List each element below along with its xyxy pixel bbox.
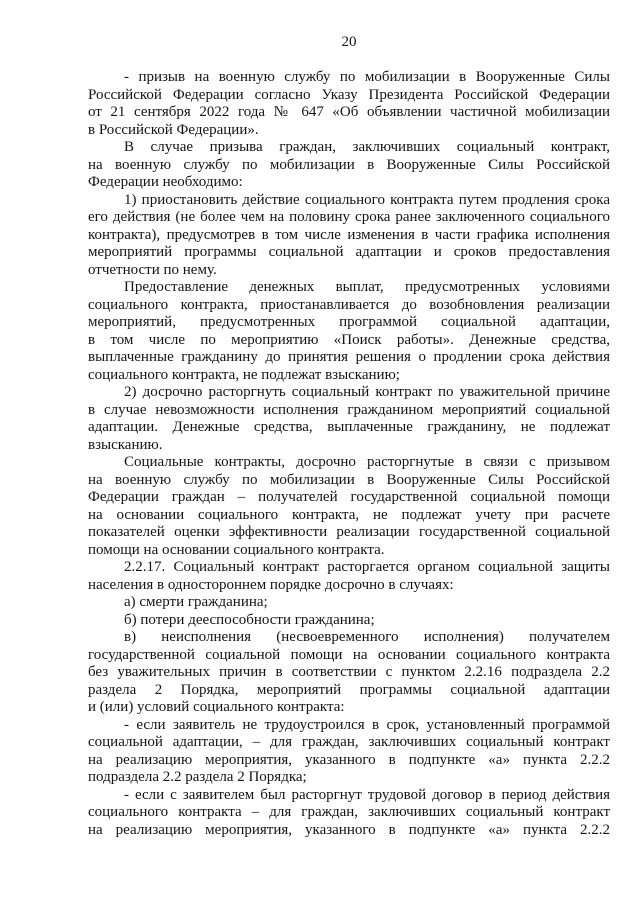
paragraph	[88, 717, 610, 787]
text-line: 2.2.17. Социальный контракт расторгается органом социальной защиты	[124, 559, 610, 575]
text-line: на основании социального контракта, не подлежат учету при расчете	[88, 506, 610, 523]
text-line: социального контракта, не подлежат взысканию;	[88, 366, 400, 383]
text-line: б) потери дееспособности гражданина;	[124, 611, 375, 628]
text-line: подраздела 2.2 раздела 2 Порядка;	[88, 769, 307, 785]
text-line: в Российской Федерации».	[88, 121, 259, 138]
text-line: Федерации необходимо:	[88, 174, 243, 190]
paragraph	[88, 454, 610, 559]
text-line: раздела 2 Порядка, мероприятий программы социальной адаптации	[88, 681, 610, 698]
paragraph	[88, 279, 610, 384]
paragraph	[88, 594, 610, 612]
text-line: помощи на основании социального контракта.	[88, 541, 385, 558]
text-line: социального контракта, приостанавливается до возобновления реализации	[88, 296, 610, 313]
text-line: а) смерти гражданина;	[124, 594, 268, 610]
text-line: в случае невозможности исполнения гражданином мероприятий социальной	[88, 401, 610, 418]
text-line: от 21 сентября 2022 года № 647 «Об объявлении частичной мобилизации	[88, 104, 610, 120]
text-line: Российской Федерации согласно Указу Президента Российской Федерации	[88, 86, 610, 103]
text-line: Социальные контракты, досрочно расторгнутые в связи с призывом	[124, 454, 610, 470]
text-line: населения в одностороннем порядке досрочно в случаях:	[88, 576, 454, 593]
text-line: 2) досрочно расторгнуть социальный контракт по уважительной причине	[124, 384, 610, 400]
text-line: государственной социальной помощи на основании социального контракта	[88, 646, 610, 663]
paragraph	[88, 192, 610, 280]
text-line: социального контракта – для граждан, заключивших социальный контракт	[88, 804, 610, 820]
page-number: 20	[341, 34, 357, 50]
text-line: показателей оценки эффективности реализации государственной социальной	[88, 524, 610, 540]
text-line: - если заявитель не трудоустроился в срок, установленный программой	[124, 716, 610, 733]
text-line: мероприятий, предусмотренных программой социальной адаптации,	[88, 314, 610, 330]
text-line: и (или) условий социального контракта:	[88, 699, 345, 715]
text-line: Предоставление денежных выплат, предусмотренных условиями	[124, 279, 610, 295]
paragraph	[88, 139, 610, 192]
text-line: контракта), предусмотрев в том числе изменения в части графика исполнения	[88, 226, 610, 243]
text-line: адаптации. Денежные средства, выплаченные гражданину, не подлежат	[88, 419, 610, 435]
text-line: на военную службу по мобилизации в Вооруженные Силы Российской	[88, 156, 610, 173]
paragraph	[88, 69, 610, 139]
paragraph	[88, 612, 610, 630]
text-line: В случае призыва граждан, заключивших социальный контракт,	[124, 139, 610, 155]
text-line: на военную службу по мобилизации в Вооруженные Силы Российской	[88, 471, 610, 488]
text-line: в) неисполнения (несвоевременного исполнения) получателем	[124, 629, 610, 645]
document-body	[88, 69, 610, 839]
text-line: в том числе по мероприятию «Поиск работы». Денежные средства,	[88, 331, 610, 348]
text-line: - если с заявителем был расторгнут трудовой договор в период действия	[124, 786, 610, 803]
text-line: Федерации граждан – получателей государственной социальной помощи	[88, 489, 610, 505]
text-line: мероприятий программы социальной адаптации и сроков предоставления	[88, 244, 610, 260]
paragraph	[88, 559, 610, 594]
text-line: на реализацию мероприятия, указанного в подпункте «а» пункта 2.2.2	[88, 821, 610, 838]
text-line: отчетности по нему.	[88, 261, 217, 278]
text-line: его действия (не более чем на половину срока ранее заключенного социального	[88, 209, 610, 225]
text-line: без уважительных причин в соответствии с пунктом 2.2.16 подраздела 2.2	[88, 664, 610, 680]
paragraph	[88, 787, 610, 840]
text-line: социальной адаптации, – для граждан, заключивших социальный контракт	[88, 734, 610, 750]
paragraph	[88, 384, 610, 454]
text-line: на реализацию мероприятия, указанного в подпункте «а» пункта 2.2.2	[88, 751, 610, 768]
text-line: выплаченные гражданину до принятия решения о продлении срока действия	[88, 349, 610, 365]
paragraph	[88, 629, 610, 717]
text-line: взысканию.	[88, 436, 163, 453]
text-line: 1) приостановить действие социального контракта путем продления срока	[124, 191, 610, 208]
text-line: - призыв на военную службу по мобилизации в Вооруженные Силы	[124, 69, 610, 85]
